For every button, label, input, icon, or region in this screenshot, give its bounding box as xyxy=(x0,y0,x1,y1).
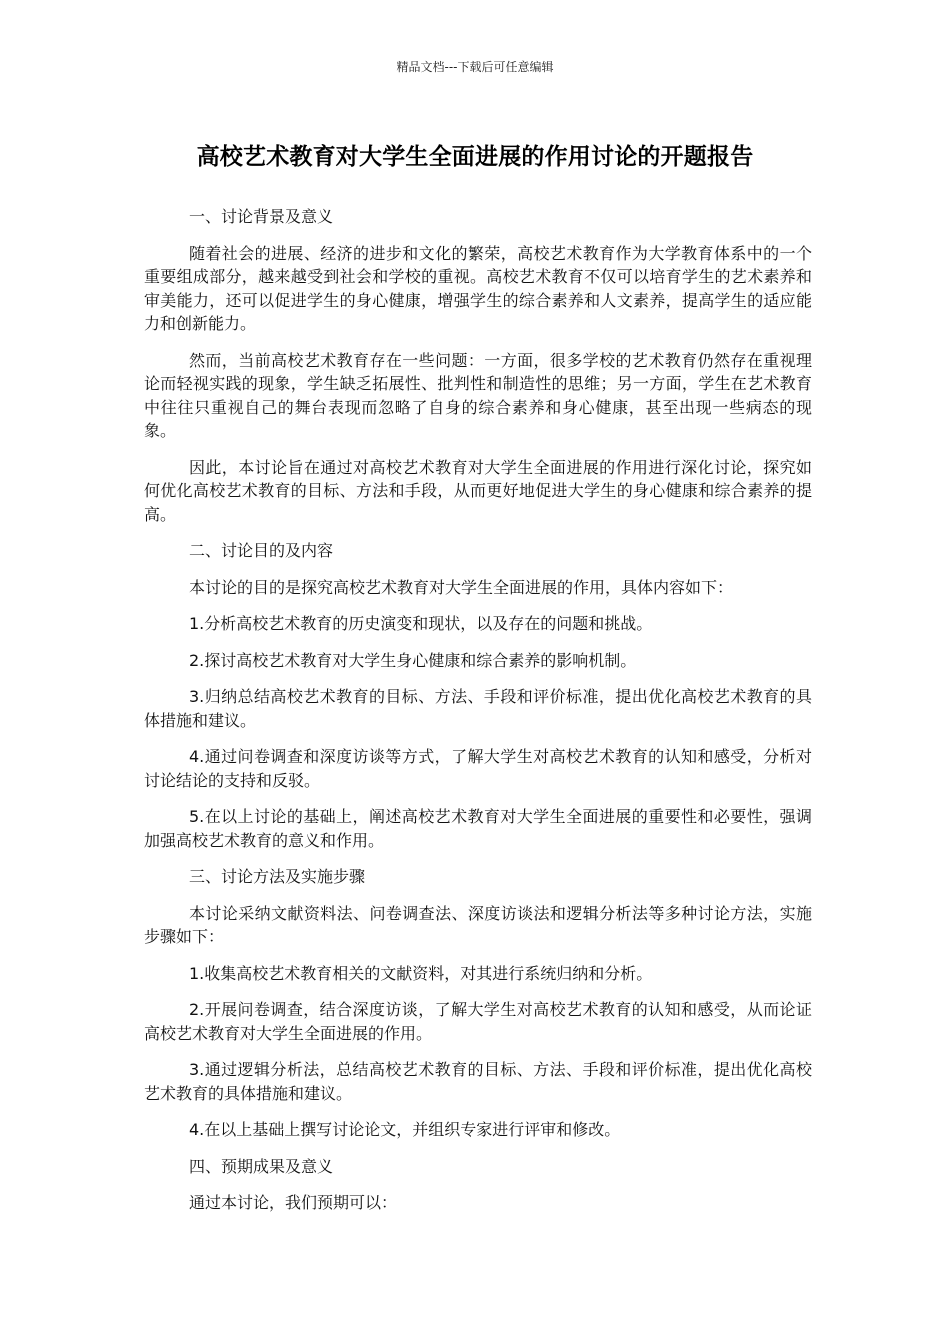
paragraph: 随着社会的进展、经济的进步和文化的繁荣，高校艺术教育作为大学教育体系中的一个重要组成部分，越来越受到社会和学校的重视。高校艺术教育不仅可以培育学生的艺术素养和审美能力，还可以促进学生的身心健康，增强学生的综合素养和人文素养，提高学生的适应能力和创新能力。 xyxy=(144,243,812,333)
list-item: 2.开展问卷调查，结合深度访谈，了解大学生对高校艺术教育的认知和感受，从而论证高校艺术教育对大学生全面进展的作用。 xyxy=(144,1000,812,1043)
section-heading-1: 一、讨论背景及意义 xyxy=(189,207,334,226)
section-heading-2: 二、讨论目的及内容 xyxy=(189,541,334,560)
section-heading-3: 三、讨论方法及实施步骤 xyxy=(189,867,366,886)
list-item: 4.在以上基础上撰写讨论论文，并组织专家进行评审和修改。 xyxy=(189,1120,621,1139)
list-item: 3.通过逻辑分析法，总结高校艺术教育的目标、方法、手段和评价标准，提出优化高校艺术教育的具体措施和建议。 xyxy=(144,1060,812,1103)
paragraph: 通过本讨论，我们预期可以： xyxy=(189,1193,398,1212)
list-item: 4.通过问卷调查和深度访谈等方式，了解大学生对高校艺术教育的认知和感受，分析对讨论结论的支持和反驳。 xyxy=(144,747,812,790)
document-body xyxy=(144,205,812,1228)
list-item: 2.探讨高校艺术教育对大学生身心健康和综合素养的影响机制。 xyxy=(189,650,637,670)
paragraph: 本讨论的目的是探究高校艺术教育对大学生全面进展的作用，具体内容如下： xyxy=(189,577,734,597)
header-note: 精品文档---下载后可任意编辑 xyxy=(396,60,554,74)
list-item: 1.收集高校艺术教育相关的文献资料，对其进行系统归纳和分析。 xyxy=(189,963,653,983)
paragraph: 本讨论采纳文献资料法、问卷调查法、深度访谈法和逻辑分析法等多种讨论方法，实施步骤如下： xyxy=(144,903,812,946)
paragraph: 因此，本讨论旨在通过对高校艺术教育对大学生全面进展的作用进行深化讨论，探究如何优化高校艺术教育的目标、方法和手段，从而更好地促进大学生的身心健康和综合素养的提高。 xyxy=(144,457,812,524)
list-item: 1.分析高校艺术教育的历史演变和现状，以及存在的问题和挑战。 xyxy=(189,614,653,633)
list-item: 5.在以上讨论的基础上，阐述高校艺术教育对大学生全面进展的重要性和必要性，强调加强高校艺术教育的意义和作用。 xyxy=(144,807,812,850)
section-heading-4: 四、预期成果及意义 xyxy=(189,1156,334,1176)
document-title: 高校艺术教育对大学生全面进展的作用讨论的开题报告 xyxy=(196,144,754,170)
list-item: 3.归纳总结高校艺术教育的目标、方法、手段和评价标准，提出优化高校艺术教育的具体措施和建议。 xyxy=(144,687,812,730)
paragraph: 然而，当前高校艺术教育存在一些问题：一方面，很多学校的艺术教育仍然存在重视理论而轻视实践的现象，学生缺乏拓展性、批判性和制造性的思维；另一方面，学生在艺术教育中往往只重视自己的舞台表现而忽略了自身的综合素养和身心健康，甚至出现一些病态的现象。 xyxy=(144,350,812,440)
